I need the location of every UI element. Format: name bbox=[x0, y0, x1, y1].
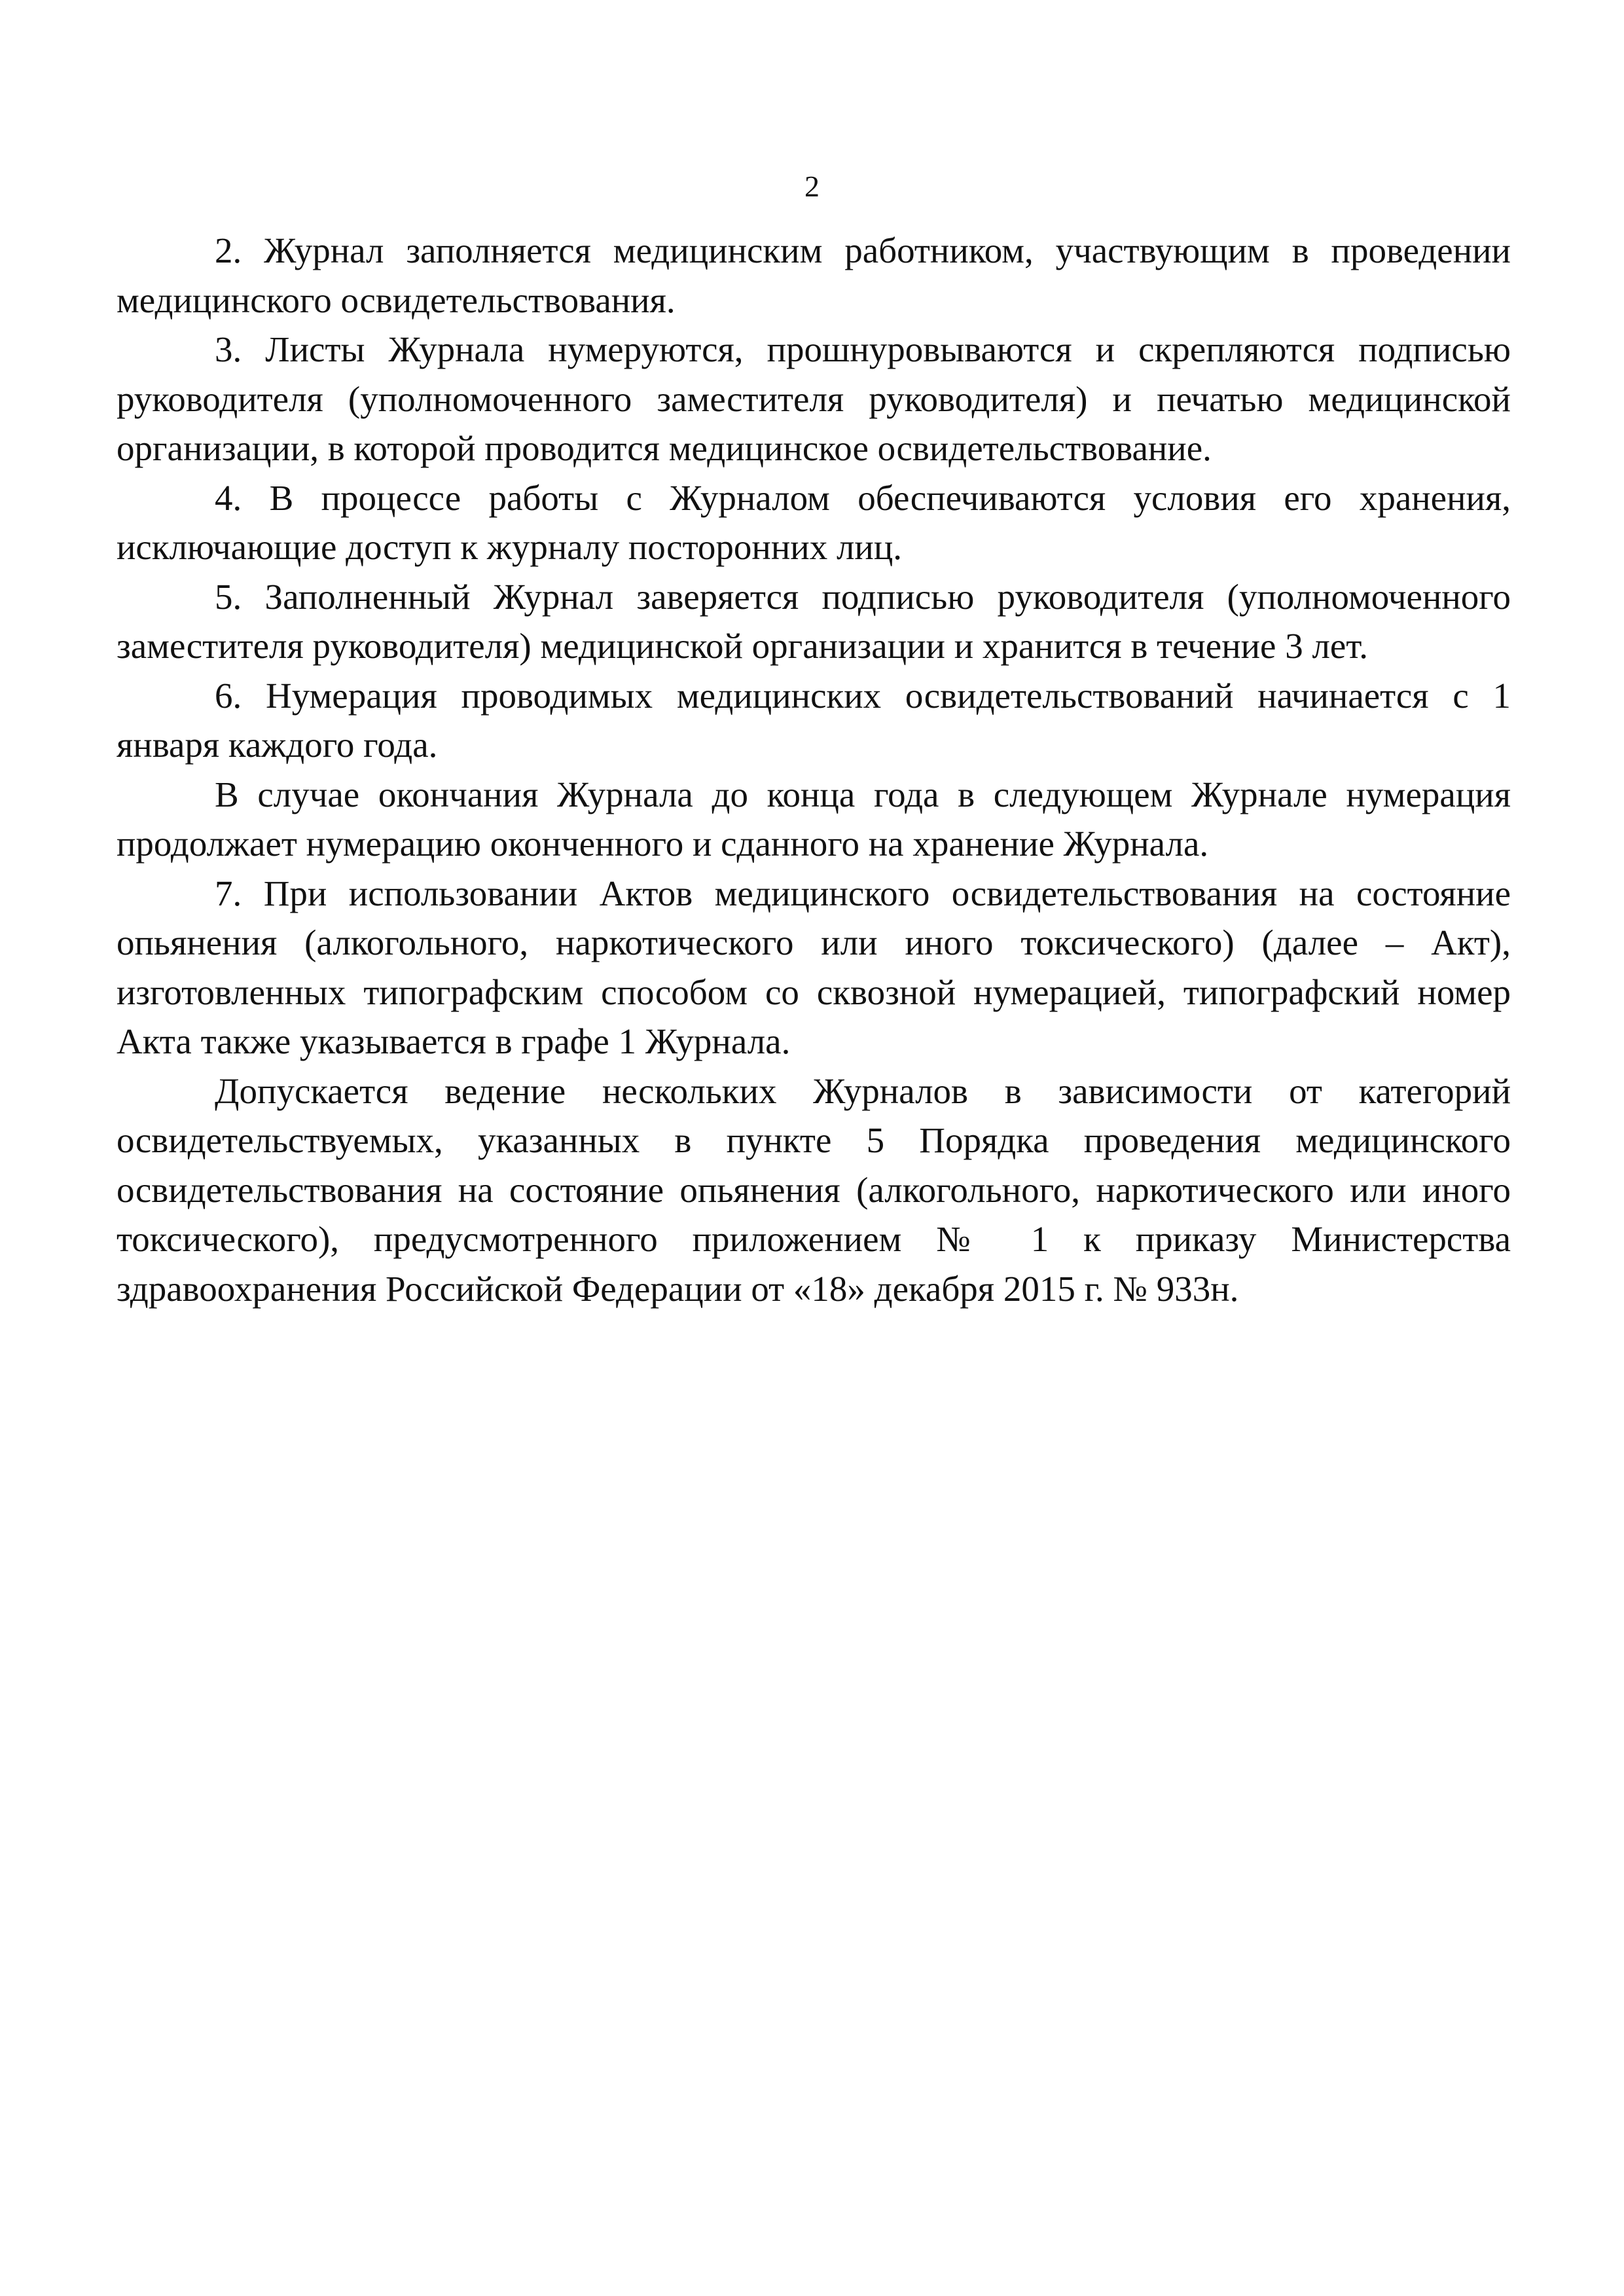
document-body bbox=[117, 226, 1511, 1313]
paragraph-continuation-numbering: В случае окончания Журнала до конца года в следующем Журнале нумерация продолжает нумерацию оконченного и сданного на хранение Журнала. bbox=[117, 774, 1511, 864]
paragraph-item-5: 5. Заполненный Журнал заверяется подписью руководителя (уполномоченного заместителя руководителя) медицинской организации и хранится в течение 3 лет. bbox=[117, 576, 1511, 666]
paragraph-multiple-journals: Допускается ведение нескольких Журналов в зависимости от категорий освидетельствуемых, указанных в пункте 5 Порядка проведения медицинского освидетельствования на состояние опьянения (алкогольного, наркотического или иного токсического), предусмотренного приложением № 1 к приказу Министерства здравоохранения Российской Федерации от «18» декабря 2015 г. № 933н. bbox=[117, 1070, 1511, 1309]
paragraph-item-4: 4. В процессе работы с Журналом обеспечиваются условия его хранения, исключающие доступ к журналу посторонних лиц. bbox=[117, 477, 1511, 567]
page-number: 2 bbox=[804, 170, 820, 203]
paragraph-item-7: 7. При использовании Актов медицинского освидетельствования на состояние опьянения (алкогольного, наркотического или иного токсического) (далее – Акт), изготовленных типографским способом со сквозной нумерацией, типографский номер Акта также указывается в графе 1 Журнала. bbox=[117, 873, 1511, 1061]
paragraph-item-3: 3. Листы Журнала нумеруются, прошнуровываются и скрепляются подписью руководителя (уполномоченного заместителя руководителя) и печатью медицинской организации, в которой проводится медицинское освидетельствование. bbox=[117, 329, 1511, 468]
paragraph-item-2: 2. Журнал заполняется медицинским работником, участвующим в проведении медицинского освидетельствования. bbox=[117, 230, 1511, 320]
paragraph-item-6: 6. Нумерация проводимых медицинских освидетельствований начинается с 1 января каждого года. bbox=[117, 675, 1511, 765]
